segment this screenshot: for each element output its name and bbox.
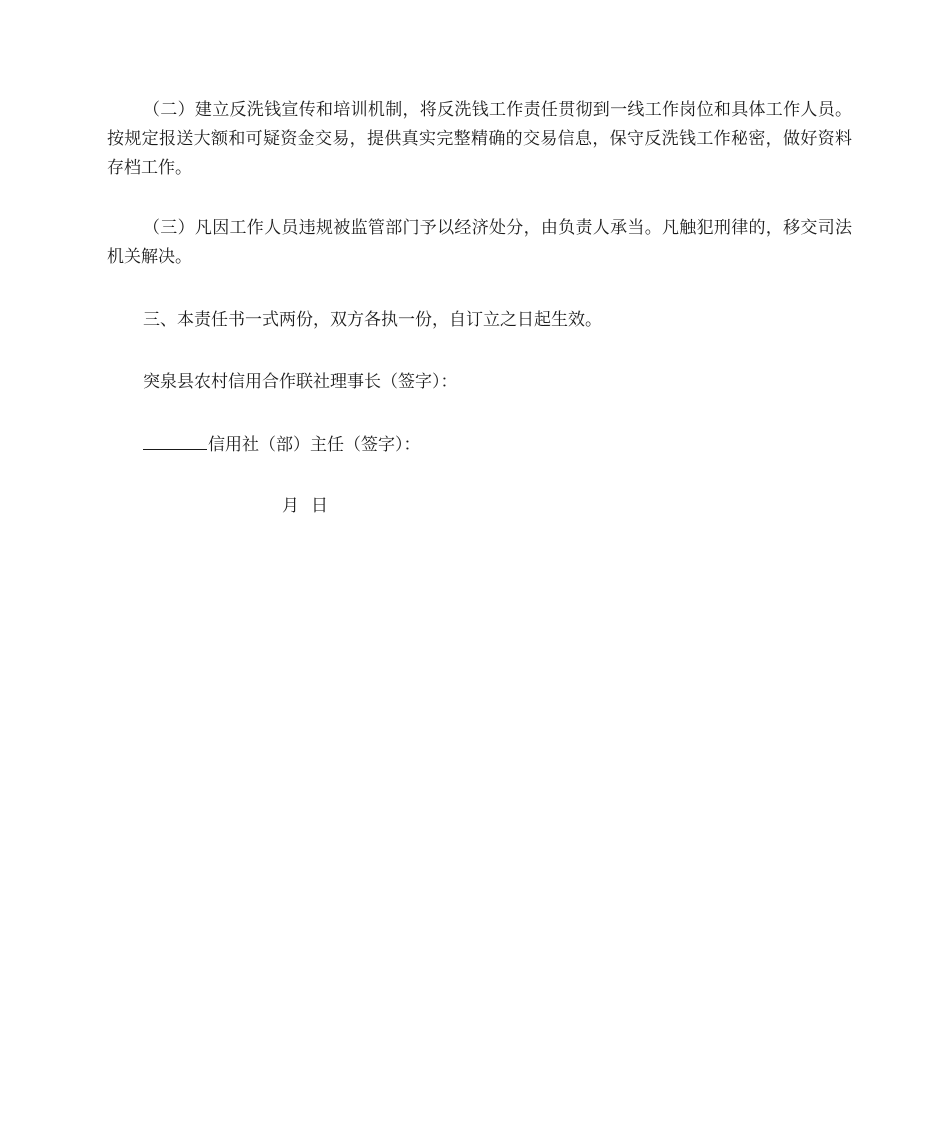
date-day-label: 日 xyxy=(311,496,328,516)
clause-three: 三、本责任书一式两份，双方各执一份，自订立之日起生效。 xyxy=(143,310,602,330)
director-signature-label: 信用社（部）主任（签字）： xyxy=(208,435,421,455)
date-month-label: 月 xyxy=(282,496,299,516)
paragraph-three: （三）凡因工作人员违规被监管部门予以经济处分，由负责人承当。凡触犯刑律的，移交司法机关解决。 xyxy=(107,218,852,267)
name-blank-underline xyxy=(143,430,207,450)
paragraph-two: （二）建立反洗钱宣传和培训机制，将反洗钱工作责任贯彻到一线工作岗位和具体工作人员。按规定报送大额和可疑资金交易，提供真实完整精确的交易信息，保守反洗钱工作秘密，做好资料存档工作。 xyxy=(107,100,852,178)
signature-date xyxy=(282,492,328,521)
chairman-signature-line: 突泉县农村信用合作联社理事长（签字）： xyxy=(143,372,458,392)
director-signature-line xyxy=(143,430,421,460)
